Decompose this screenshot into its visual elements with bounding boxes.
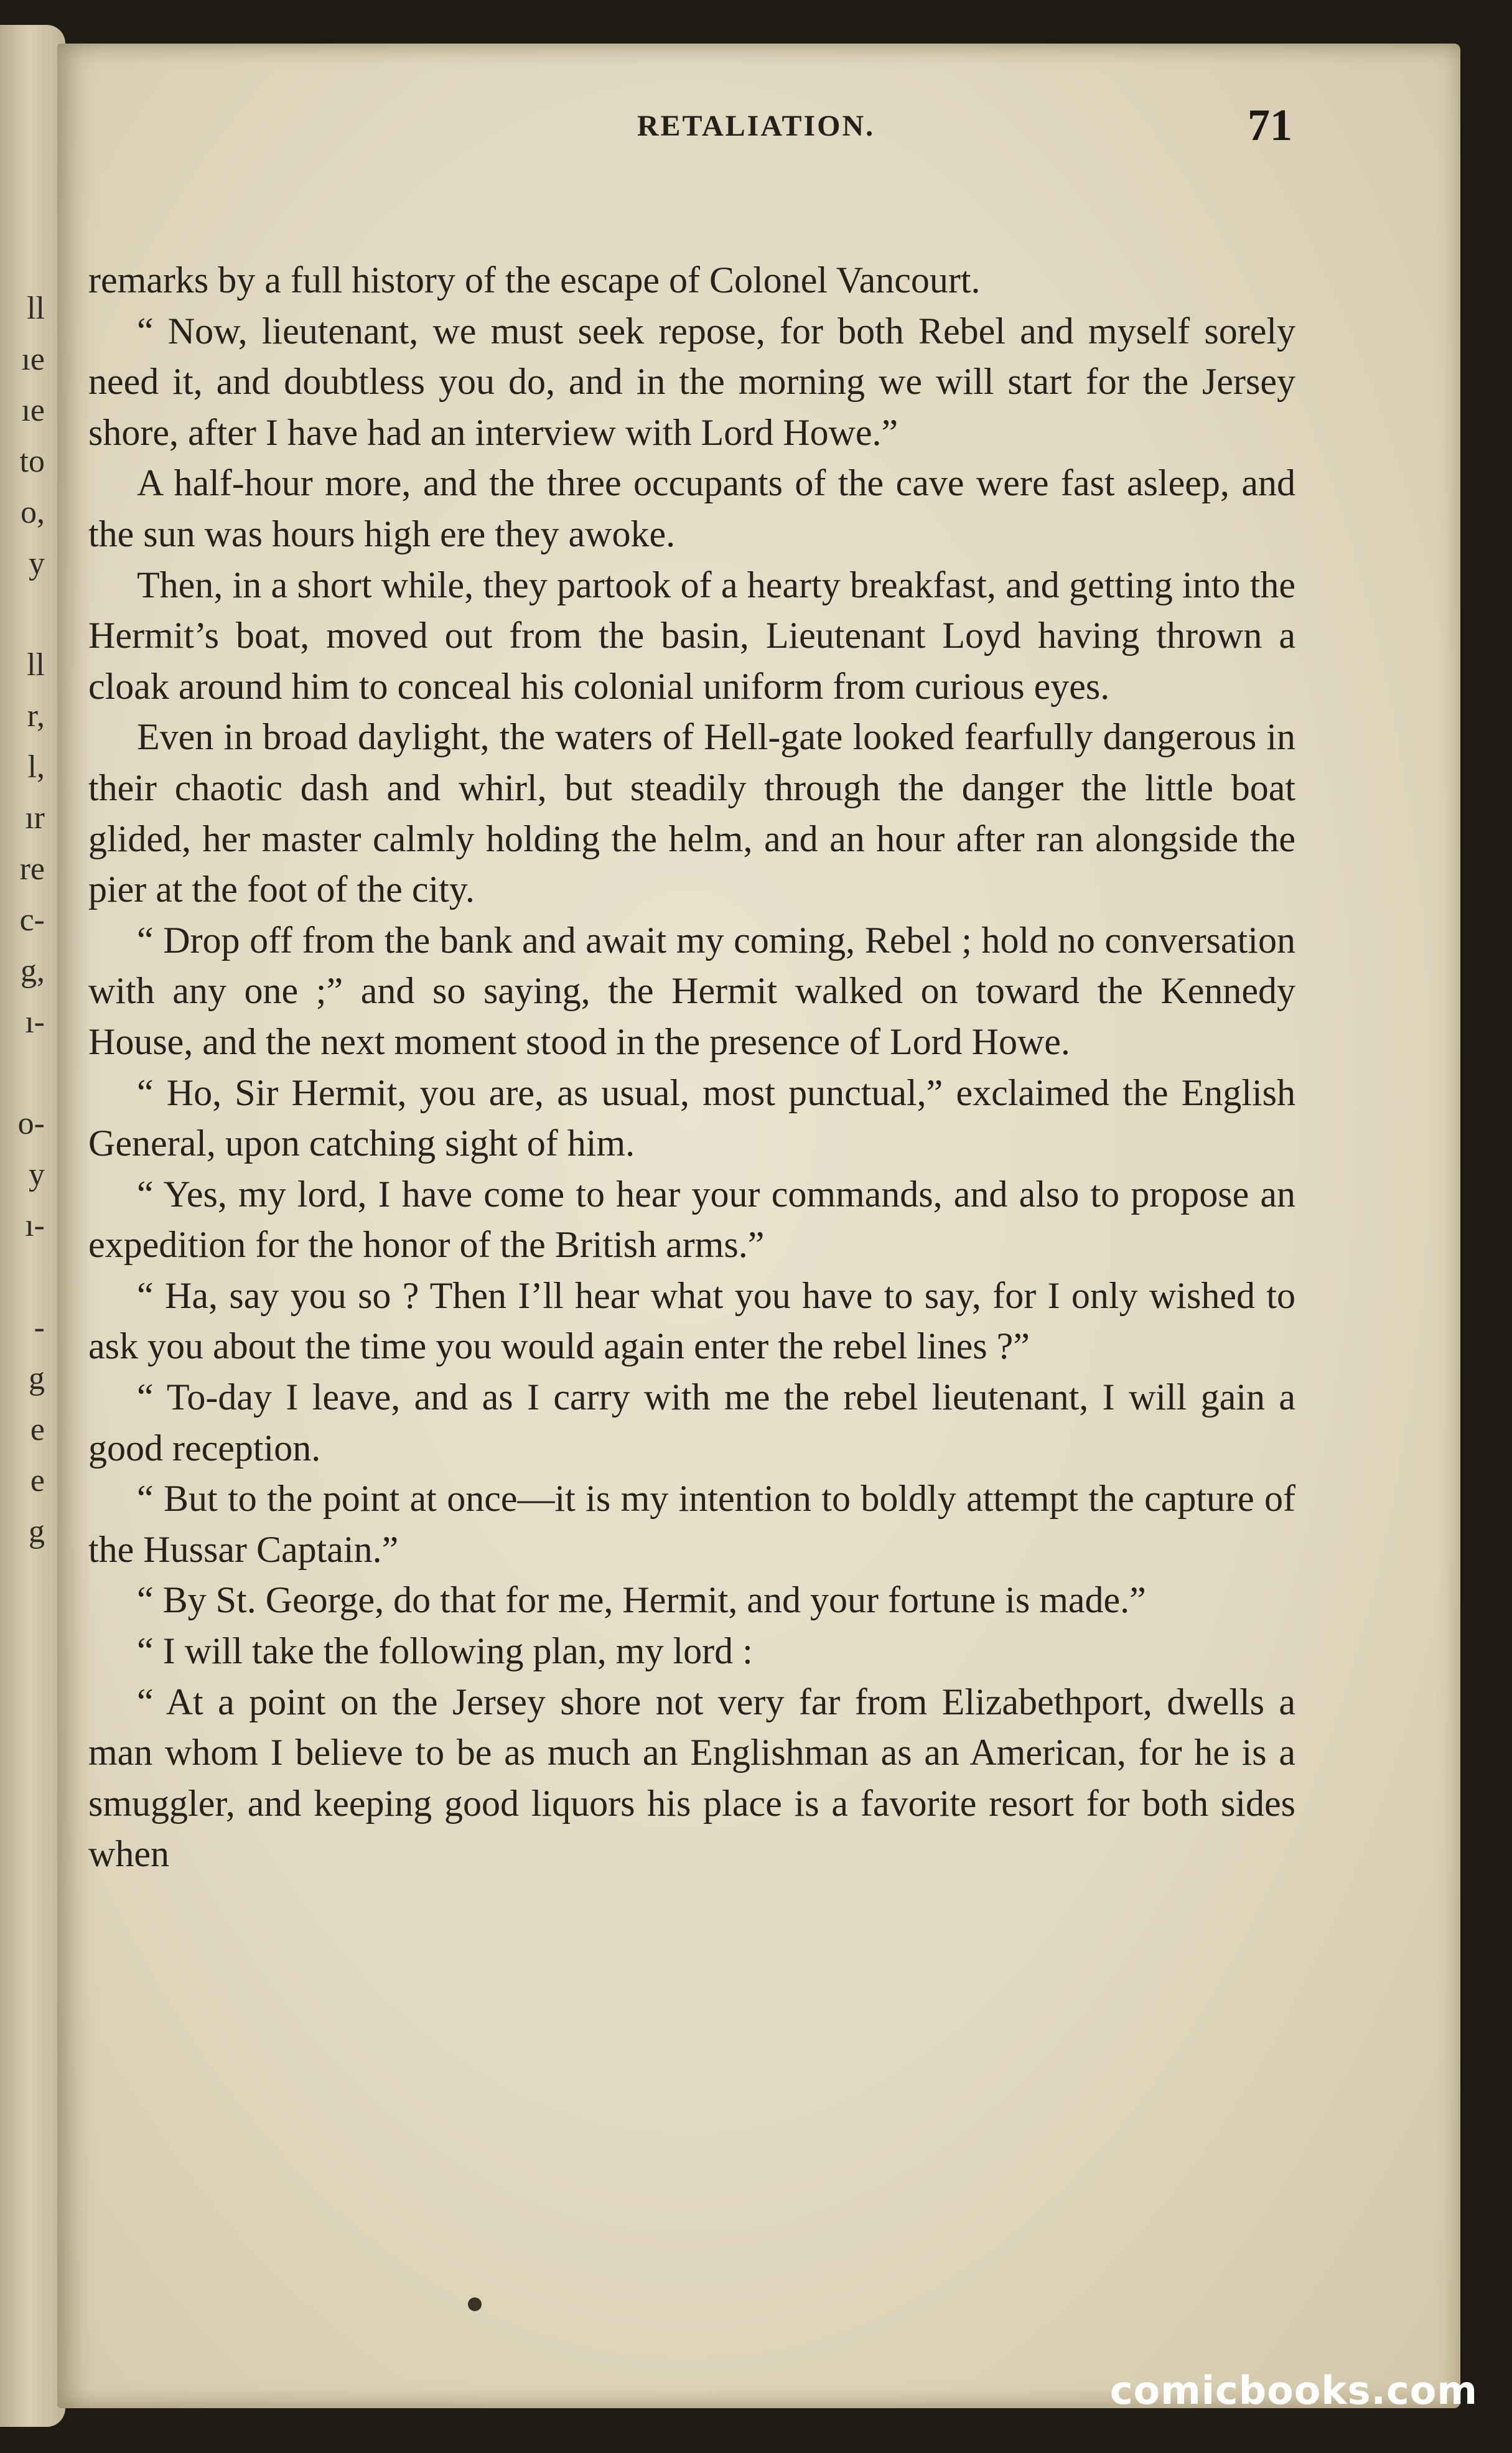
prev-page-fragment: y [29, 546, 45, 581]
prev-page-fragment: to [19, 444, 45, 479]
prev-page-fragment: re [19, 851, 45, 887]
prev-page-fragment: ll [27, 291, 45, 326]
prev-page-fragment: e [30, 1412, 45, 1447]
prev-page-fragment: g [29, 1514, 45, 1549]
prev-page-fragment: ır [25, 800, 45, 836]
prev-page-fragment: o- [17, 1106, 45, 1141]
body-text [88, 255, 1295, 1880]
paragraph: Even in broad daylight, the waters of Hell-gate looked fearfully dangerous in their chaotic dash and whirl, but steadily through the danger the little boat glided, her master calmly holding the helm, and an hour after ran alongside the pier at the foot of the city. [88, 716, 1295, 910]
paragraph: “ I will take the following plan, my lord : [137, 1630, 753, 1672]
paragraph: “ But to the point at once—it is my intention to boldly attempt the capture of the Hussar Captain.” [88, 1478, 1295, 1570]
paragraph: “ Ho, Sir Hermit, you are, as usual, most punctual,” exclaimed the English General, upon catching sight of him. [88, 1072, 1295, 1164]
previous-page-edge [0, 25, 65, 2427]
prev-page-fragment: ı- [25, 1004, 45, 1040]
prev-page-fragment: ı- [25, 1208, 45, 1243]
paragraph: “ By St. George, do that for me, Hermit, and your fortune is made.” [137, 1579, 1146, 1621]
prev-page-fragment: ıe [21, 393, 45, 428]
watermark: comicbooks.com [1109, 2368, 1478, 2413]
prev-page-fragment: ıe [21, 342, 45, 377]
prev-page-fragment: o, [21, 495, 45, 530]
prev-page-fragment: r, [27, 698, 45, 734]
paragraph: A half-hour more, and the three occupants of the cave were fast asleep, and the sun was hours high ere they awoke. [88, 462, 1295, 554]
prev-page-fragment: e [30, 1463, 45, 1498]
paragraph: “ Yes, my lord, I have come to hear your commands, and also to propose an expedition for the honor of the British arms.” [88, 1173, 1295, 1266]
paragraph: Then, in a short while, they partook of a hearty breakfast, and getting into the Hermit’s boat, moved out from the basin, Lieutenant Loyd having thrown a cloak around him to conceal his colonial uniform from curious eyes. [88, 564, 1295, 707]
prev-page-fragment: y [29, 1157, 45, 1192]
prev-page-fragment: ll [27, 647, 45, 683]
prev-page-fragment: l, [27, 749, 45, 785]
paragraph: “ Drop off from the bank and await my coming, Rebel ; hold no conversation with any one ;” and so saying, the Hermit walked on toward the Kennedy House, and the next moment stood in the presence of Lord Howe. [88, 919, 1295, 1062]
paragraph: “ At a point on the Jersey shore not very far from Elizabethport, dwells a man whom I believe to be as much an Englishman as an American, for he is a smuggler, and keeping good liquors his place is a favorite resort for both sides when [88, 1681, 1295, 1875]
paragraph: “ Ha, say you so ? Then I’ll hear what you have to say, for I only wished to ask you about the time you would again enter the rebel lines ?” [88, 1274, 1295, 1367]
printer-mark [468, 2297, 482, 2311]
running-head: RETALIATION. [637, 110, 875, 143]
paragraph: “ Now, lieutenant, we must seek repose, for both Rebel and myself sorely need it, and doubtless you do, and in the morning we will start for the Jersey shore, after I have had an interview with Lord Howe.” [88, 310, 1295, 453]
paragraph: remarks by a full history of the escape of Colonel Vancourt. [88, 259, 981, 301]
prev-page-fragment: c- [19, 902, 45, 938]
prev-page-fragment: - [34, 1310, 45, 1345]
page-number: 71 [1248, 100, 1292, 150]
prev-page-fragment: g, [21, 953, 45, 989]
paragraph: “ To-day I leave, and as I carry with me the rebel lieutenant, I will gain a good reception. [88, 1376, 1295, 1469]
prev-page-fragment: g [29, 1361, 45, 1396]
